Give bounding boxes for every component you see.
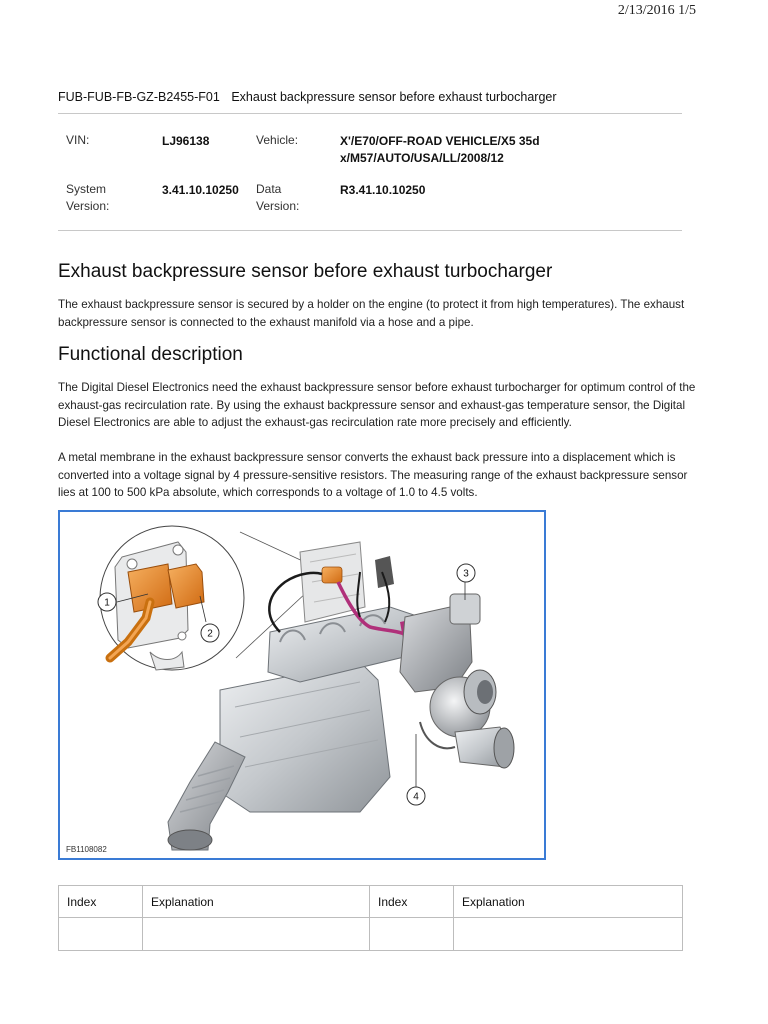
table-row [59, 918, 683, 951]
intro-paragraph: The exhaust backpressure sensor is secured by a holder on the engine (to protect it from high temperatures). The exhaust backpressure sensor is connected to the exhaust manifold via a hose and a pipe. [58, 298, 685, 329]
section-heading-functional: Functional description [58, 344, 243, 365]
header-index-1: Index [59, 886, 143, 918]
system-label-line2: Version: [66, 199, 110, 213]
vehicle-label: Vehicle: [256, 133, 299, 147]
vehicle-meta [58, 114, 682, 230]
svg-text:4: 4 [413, 791, 419, 803]
data-version-label [256, 181, 299, 215]
print-header: 2/13/2016 1/5 [617, 3, 696, 18]
section-heading-main: Exhaust backpressure sensor before exhaust turbocharger [58, 261, 553, 282]
illustration-svg [60, 512, 544, 858]
callout-1 [98, 593, 116, 611]
component-illustration [58, 510, 546, 860]
figure-code: FB1108082 [66, 845, 107, 854]
vehicle-value-line1: X'/E70/OFF-ROAD VEHICLE/X5 35d [340, 134, 540, 148]
particulate-filter [220, 662, 390, 812]
vin-value: LJ96138 [162, 134, 210, 148]
connector-block [375, 556, 394, 588]
divider-bottom [58, 230, 682, 231]
backpressure-sensor-small [322, 567, 342, 583]
data-label-line1: Data [256, 182, 282, 196]
functional-paragraph-1: The Digital Diesel Electronics need the exhaust backpressure sensor before exhaust turbocharger for optimum control of the exhaust-gas recirculation rate. By using the exhaust backpressure sensor and exhaust-gas temperature sensor, the Digital Diesel Electronics are able to adjust the exhaust-gas recirculation rate more precisely and efficiently. [58, 381, 696, 430]
system-version-label [66, 181, 109, 215]
callout-3 [457, 564, 475, 582]
system-version-value: 3.41.10.10250 [162, 183, 239, 197]
document-code: FUB-FUB-FB-GZ-B2455-F01 [58, 90, 220, 104]
callout-2 [201, 624, 219, 642]
document-id [58, 90, 557, 104]
system-label-line1: System [66, 182, 107, 196]
document-title: Exhaust backpressure sensor before exhaust turbocharger [231, 90, 557, 104]
header-index-2: Index [370, 886, 454, 918]
svg-text:3: 3 [463, 568, 469, 580]
svg-text:2: 2 [207, 628, 213, 640]
functional-paragraph-2: A metal membrane in the exhaust backpressure sensor converts the exhaust back pressure into a displacement which is converted into a voltage signal by 4 pressure-sensitive resistors. The measuring range of the exhaust backpressure sensor lies at 100 to 500 kPa absolute, which corresponds to a voltage of 1.0 to 4.5 volts. [58, 451, 688, 500]
vin-label: VIN: [66, 133, 90, 147]
callout-4 [407, 787, 425, 805]
svg-text:1: 1 [104, 597, 110, 609]
data-version-value: R3.41.10.10250 [340, 183, 426, 197]
data-label-line2: Version: [256, 199, 300, 213]
vehicle-value-line2: x/M57/AUTO/USA/LL/2008/12 [340, 151, 504, 165]
header-explanation-2: Explanation [454, 886, 683, 918]
vehicle-value [340, 133, 540, 167]
legend-table [58, 885, 683, 951]
table-header-row [59, 886, 683, 918]
header-explanation-1: Explanation [143, 886, 370, 918]
